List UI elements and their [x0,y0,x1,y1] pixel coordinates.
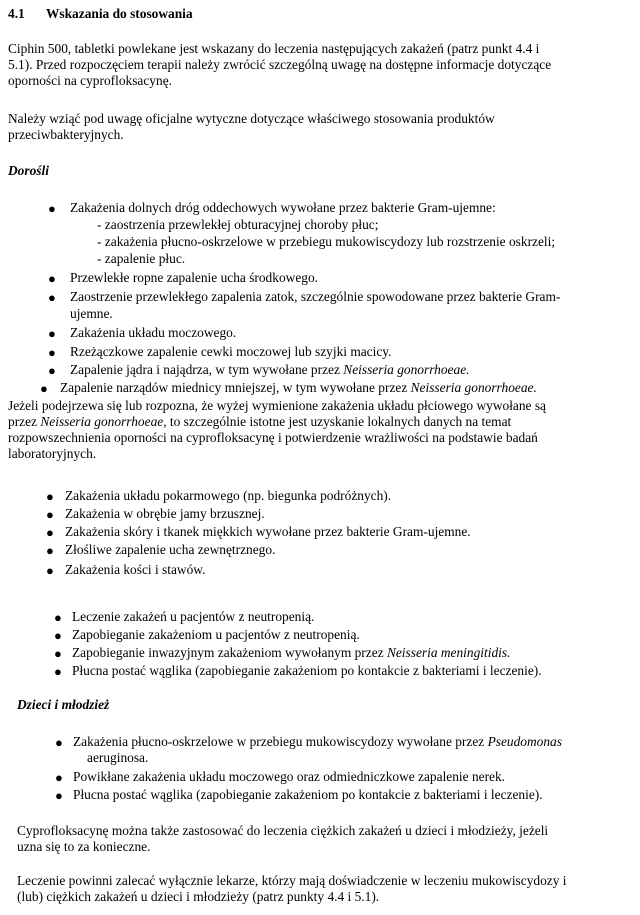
children-heading: Dzieci i młodzież [17,697,110,712]
bullet-icon: ● [55,735,63,750]
note-line-3: rozpowszechnienia oporności na cyprofloksacynę i potwierdzenie wrażliwości na podstawie badań [8,430,538,445]
intro-line-2: 5.1). Przed rozpoczęciem terapii należy zwrócić szczególną uwagę na dostępne informacje dotyczące [8,57,552,72]
closing2-line-2: (lub) ciężkich zakażeń u dzieci i młodzieży (patrz punkty 4.4 i 5.1). [17,889,380,904]
note-line-2-pre: przez [8,414,41,429]
group3-item-3 [72,645,510,661]
bullet-icon: ● [54,664,62,679]
bullet-icon: ● [48,201,56,216]
children-item-3: Płucna postać wąglika (zapobieganie zakażeniom po kontakcie z bakteriami i leczenie). [73,787,543,802]
group2-item-5: Zakażenia kości i stawów. [65,562,206,577]
section-title: Wskazania do stosowania [46,6,193,21]
children-item-1-line-2: aeruginosa. [87,750,149,765]
bullet-icon: ● [55,770,63,785]
closing1-line-2: uzna się to za konieczne. [17,839,151,854]
group3-item-3-text: Zapobieganie inwazyjnym zakażeniom wywołanym przez [72,645,387,660]
bullet-icon: ● [46,525,54,540]
note-line-4: laboratoryjnych. [8,446,97,461]
adults-item-1-sub-1: - zaostrzenia przewlekłej obturacyjnej choroby płuc; [97,217,379,232]
bullet-icon: ● [46,507,54,522]
bullet-icon: ● [48,326,56,341]
group2-item-1: Zakażenia układu pokarmowego (np. biegunka podróżnych). [65,488,392,503]
section-number: 4.1 [8,6,25,21]
bullet-icon: ● [46,543,54,558]
bullet-icon: ● [54,646,62,661]
group3-item-1: Leczenie zakażeń u pacjentów z neutropenią. [72,609,315,624]
adults-item-3-line-1: Zaostrzenie przewlekłego zapalenia zatok, szczególnie spowodowane przez bakterie Gram- [70,289,561,304]
group3-item-4: Płucna postać wąglika (zapobieganie zakażeniom po kontakcie z bakteriami i leczenie). [72,663,542,678]
note-line-2-italic: Neisseria gonorrhoeae, [40,414,167,429]
bullet-icon: ● [46,563,54,578]
adults-item-7-text: Zapalenie narządów miednicy mniejszej, w tym wywołane przez [60,380,411,395]
guidelines-line-2: przeciwbakteryjnych. [8,127,124,142]
adults-item-1-sub-3: - zapalenie płuc. [97,251,186,266]
group2-item-3: Zakażenia skóry i tkanek miękkich wywołane przez bakterie Gram-ujemne. [65,524,471,539]
bullet-icon: ● [55,788,63,803]
adults-item-5: Rzeżączkowe zapalenie cewki moczowej lub szyjki macicy. [70,344,392,359]
adults-heading: Dorośli [8,163,49,178]
children-item-1-italic: Pseudomonas [487,734,562,749]
bullet-icon: ● [48,363,56,378]
adults-item-1: Zakażenia dolnych dróg oddechowych wywołane przez bakterie Gram-ujemne: [70,200,496,215]
adults-item-6-text: Zapalenie jądra i najądrza, w tym wywołane przez [70,362,344,377]
bullet-icon: ● [54,628,62,643]
intro-line-3: oporności na cyprofloksacynę. [8,73,172,88]
adults-item-2: Przewlekłe ropne zapalenie ucha środkowego. [70,270,318,285]
bullet-icon: ● [48,271,56,286]
children-item-1 [73,734,562,750]
children-item-2: Powikłane zakażenia układu moczowego oraz odmiedniczkowe zapalenie nerek. [73,769,506,784]
adults-item-6-italic: Neisseria gonorrhoeae. [343,362,470,377]
group2-item-4: Złośliwe zapalenie ucha zewnętrznego. [65,542,276,557]
note-line-1: Jeżeli podejrzewa się lub rozpozna, że wyżej wymienione zakażenia układu płciowego wywołane są [8,398,547,413]
adults-item-1-sub-2: - zakażenia płucno-oskrzelowe w przebiegu mukowiscydozy lub rozstrzenie oskrzeli; [97,234,556,249]
bullet-icon: ● [46,489,54,504]
bullet-icon: ● [40,381,48,396]
group3-item-3-italic: Neisseria meningitidis. [386,645,511,660]
note-line-2-post: to szczególnie istotne jest uzyskanie lokalnych danych na temat [166,414,512,429]
bullet-icon: ● [48,290,56,305]
intro-line-1: Ciphin 500, tabletki powlekane jest wskazany do leczenia następujących zakażeń (patrz punkt 4.4 i [8,41,540,56]
closing2-line-1: Leczenie powinni zalecać wyłącznie lekarze, którzy mają doświadczenie w leczeniu mukowiscydozy i [17,873,567,888]
adults-item-6 [70,362,469,378]
group2-item-2: Zakażenia w obrębie jamy brzusznej. [65,506,265,521]
adults-item-4: Zakażenia układu moczowego. [70,325,237,340]
group3-item-2: Zapobieganie zakażeniom u pacjentów z neutropenią. [72,627,360,642]
guidelines-line-1: Należy wziąć pod uwagę oficjalne wytyczne dotyczące właściwego stosowania produktów [8,111,495,126]
bullet-icon: ● [48,345,56,360]
adults-item-7 [60,380,537,396]
note-line-2 [8,414,511,430]
closing1-line-1: Cyprofloksacynę można także zastosować do leczenia ciężkich zakażeń u dzieci i młodzieży, jeżeli [17,823,549,838]
bullet-icon: ● [54,610,62,625]
adults-item-7-italic: Neisseria gonorrhoeae. [410,380,537,395]
children-item-1-text: Zakażenia płucno-oskrzelowe w przebiegu mukowiscydozy wywołane przez [73,734,488,749]
adults-item-3-line-2: ujemne. [70,306,113,321]
